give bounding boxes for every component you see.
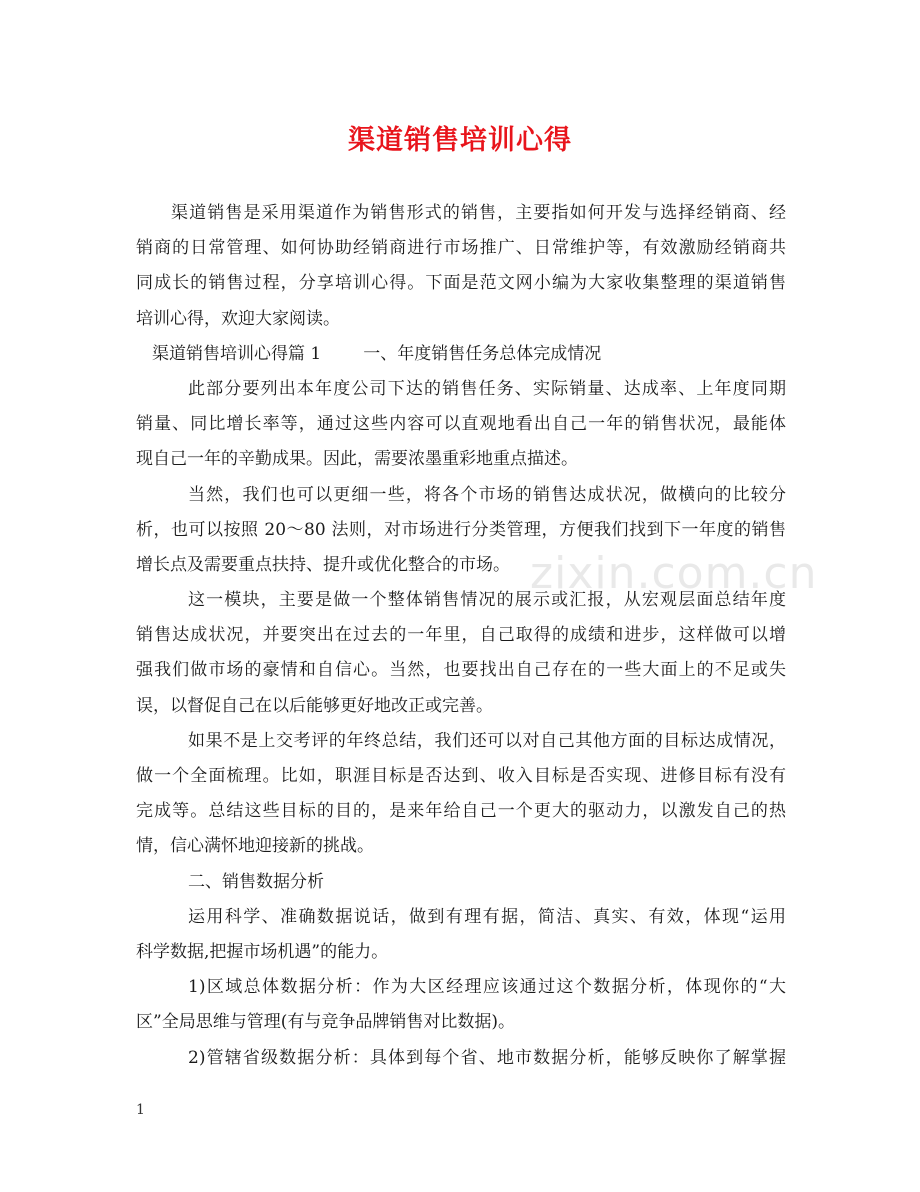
paragraph-line: 销量、同比增长率等，通过这些内容可以直观地看出自己一年的销售状况，最能体: [136, 414, 786, 435]
paragraph-line: 同成长的销售过程，分享培训心得。下面是范文网小编为大家收集整理的渠道销售: [136, 273, 786, 294]
paragraph-line: 渠道销售是采用渠道作为销售形式的销售，主要指如何开发与选择经销商、经: [171, 203, 786, 223]
section-title: 一、年度销售任务总体完成情况: [363, 343, 602, 364]
paragraph-line: 如果不是上交考评的年终总结，我们还可以对自己其他方面的目标达成情况，: [188, 730, 786, 751]
paragraph-line: 1)区域总体数据分析：作为大区经理应该通过这个数据分析，体现你的“大: [188, 977, 786, 998]
paragraph-line: 析，也可以按照 20～80 法则，对市场进行分类管理，方便我们找到下一年度的销售: [136, 519, 786, 540]
paragraph-line: 区”全局思维与管理(有与竞争品牌销售对比数据)。: [136, 1012, 515, 1033]
article-label: 渠道销售培训心得篇 1: [152, 343, 322, 364]
document-title: 渠道销售培训心得: [348, 125, 572, 156]
page-number: 1: [136, 1102, 145, 1118]
section-heading: [136, 337, 786, 372]
document-body: [136, 196, 786, 1076]
paragraph-line: 做一个全面梳理。比如，职涯目标是否达到、收入目标是否实现、进修目标有没有: [136, 766, 786, 786]
paragraph-line: 强我们做市场的豪情和自信心。当然，也要找出自己存在的一些大面上的不足或失: [136, 660, 786, 681]
paragraph-line: 培训心得，欢迎大家阅读。: [136, 308, 340, 329]
paragraph-line: 这一模块，主要是做一个整体销售情况的展示或汇报，从宏观层面总结年度: [188, 590, 786, 611]
paragraph-line: 情，信心满怀地迎接新的挑战。: [136, 836, 374, 857]
paragraph-line: 当然，我们也可以更细一些，将各个市场的销售达成状况，做横向的比较分: [188, 484, 786, 505]
paragraph-line: 此部分要列出本年度公司下达的销售任务、实际销量、达成率、上年度同期: [188, 378, 786, 399]
paragraph-line: 增长点及需要重点扶持、提升或优化整合的市场。: [136, 554, 510, 575]
paragraph-line: 完成等。总结这些目标的目的，是来年给自己一个更大的驱动力，以激发自己的热: [136, 801, 786, 822]
watermark: zixin.com.cn: [530, 548, 818, 599]
paragraph-line: 2)管辖省级数据分析：具体到每个省、地市数据分析，能够反映你了解掌握: [188, 1047, 786, 1068]
paragraph-line: 运用科学、准确数据说话，做到有理有据，简洁、真实、有效，体现“运用: [188, 906, 786, 927]
paragraph-line: 现自己一年的辛勤成果。因此，需要浓墨重彩地重点描述。: [136, 449, 578, 470]
paragraph-line: 销售达成状况，并要突出在过去的一年里，自己取得的成绩和进步，这样做可以增: [136, 625, 786, 646]
paragraph-line: 销商的日常管理、如何协助经销商进行市场推广、日常维护等，有效激励经销商共: [136, 238, 786, 259]
paragraph-line: 误，以督促自己在以后能够更好地改正或完善。: [136, 695, 493, 716]
section-heading: 二、销售数据分析: [188, 871, 324, 892]
paragraph-line: 科学数据,把握市场机遇”的能力。: [136, 941, 389, 962]
